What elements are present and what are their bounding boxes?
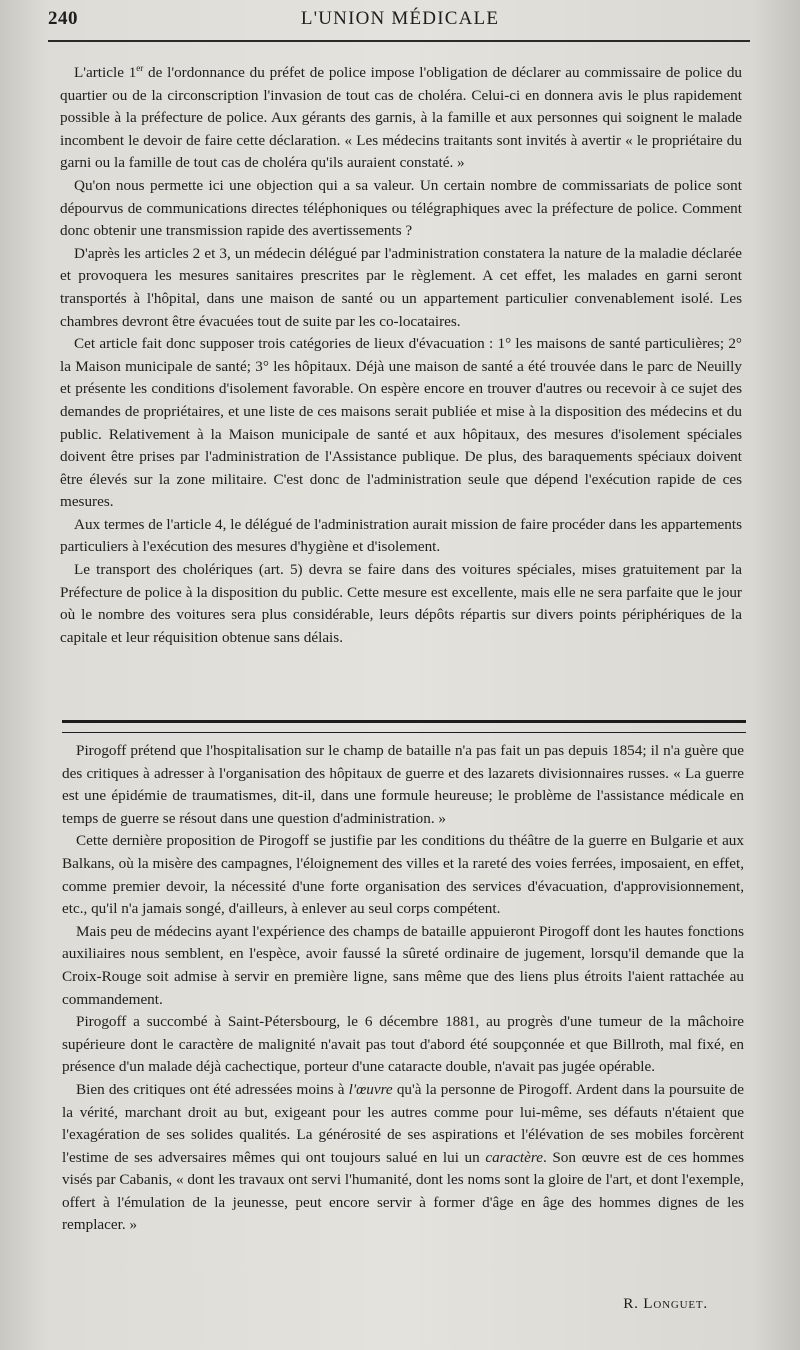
paragraph: Pirogoff a succombé à Saint-Pétersbourg, le 6 décembre 1881, au progrès d'une tumeur de la mâchoire supérieure dont le caractère de malignité n'avait pas tout d'abord été soupçonnée et que Billroth, mal fixé, en présence d'un malade déjà cachectique, porteur d'une cataracte double, n'avait pas jugée opérable. <box>62 1013 744 1076</box>
running-title: L'UNION MÉDICALE <box>300 8 500 29</box>
paragraph-text: Bien des critiques ont été adressées moins à <box>76 1080 349 1098</box>
paragraph: Pirogoff prétend que l'hospitalisation sur le champ de bataille n'a pas fait un pas depuis 1854; il n'a guère que des critiques à adresser à l'organisation des hôpitaux de guerre et des lazarets divisionnaires russes. « La guerre est une épidémie de traumatismes, dit-il, dans une formule heureuse; le problème de l'assistance médicale en temps de guerre se résout dans une question d'administration. » <box>62 742 744 827</box>
paragraph: Qu'on nous permette ici une objection qui a sa valeur. Un certain nombre de commissariats de police sont dépourvus de communications directes téléphoniques ou télégraphiques avec la préfecture de police. Comment donc obtenir une transmission rapide des avertissements ? <box>60 176 742 240</box>
article-section-pirogoff <box>62 740 744 1237</box>
author-signature: R. Longuet. <box>623 1295 708 1312</box>
italic-text: l'œuvre <box>348 1080 393 1098</box>
italic-text: caractère <box>485 1148 543 1166</box>
paragraph: Mais peu de médecins ayant l'expérience des champs de bataille appuieront Pirogoff dont les hautes fonctions auxiliaires nous semblent, en l'espèce, avoir faussé la sûreté ordinaire de jugement, lorsqu'il demande que la Croix-Rouge soit admise à servir en première ligne, sans même que des liens plus étroits l'aient rattachée au commandement. <box>62 922 744 1008</box>
paragraph: D'après les articles 2 et 3, un médecin délégué par l'administration constatera la nature de la maladie déclarée et provoquera les mesures sanitaires prescrites par le règlement. A cet effet, les malades en garni seront transportés à l'hôpital, dans une maison de santé ou un appartement particulier convenablement isolé. Les chambres devront être évacuées tout de suite par les co-locataires. <box>60 244 742 330</box>
paragraph: Le transport des cholériques (art. 5) devra se faire dans des voitures spéciales, mises gratuitement par la Préfecture de police à la disposition du public. Cette mesure est excellente, mais elle ne sera parfaite que le jour où le nombre des voitures sera plus considérable, leurs dépôts répartis sur divers points périphériques de la capitale et leur réquisition obtenue sans délais. <box>60 561 742 646</box>
paragraph-text: de l'ordonnance du préfet de police impose l'obligation de déclarer au commissaire de police du quartier ou de la circonscription l'invasion de tout cas de choléra. Celui-ci en donnera avis le plus rapidement possible à la préfecture de police. Aux gérants des garnis, à la famille et aux personnes qui soignent le malade incombent le devoir de faire cette déclaration. « Les médecins traitants sont invités à avertir « le propriétaire du garni ou la famille de tout cas de choléra qu'ils auraient constaté. » <box>60 64 743 172</box>
page-header <box>48 8 752 34</box>
paragraph: Aux termes de l'article 4, le délégué de l'administration aurait mission de faire procéder dans les appartements particuliers à l'exécution des mesures d'hygiène et d'isolement. <box>60 515 742 556</box>
paragraph-text: qu'à la personne de Pirogoff. Ardent dans la poursuite de la vérité, marchant droit au but, exigeant pour les autres comme pour lui-même, ses défauts n'étaient que l'exagération de ses solides qualités. La générosité de ses aspirations et l'élévation de ses mobiles forcèrent l'estime de ses adversaires mêmes qui ont toujours salué en lui un <box>62 1080 744 1166</box>
paragraph <box>60 62 742 175</box>
superscript: er <box>136 62 144 73</box>
page-number: 240 <box>48 8 78 29</box>
header-rule <box>48 40 750 42</box>
paragraph: Cette dernière proposition de Pirogoff se justifie par les conditions du théâtre de la guerre en Bulgarie et aux Balkans, où la misère des campagnes, l'éloignement des villes et la rareté des voies ferrées, imposaient, en effet, comme premier devoir, la nécessité d'une forte organisation des services d'évacuation, d'approvisionnement, etc., qu'il n'a jamais songé, d'ailleurs, à enlever au seul corps compétent. <box>62 832 744 918</box>
paragraph-text: L'article 1 <box>74 64 137 81</box>
paragraph: Cet article fait donc supposer trois catégories de lieux d'évacuation : 1° les maisons de santé particulières; 2° la Maison municipale de santé; 3° les hôpitaux. Déjà une maison de santé a été trouvée dans le parc de Neuilly et présente les conditions d'isolement favorable. On espère encore en trouver d'autres ou recevoir à ce sujet des demandes de propriétaires, et une liste de ces maisons serait publiée et mise à la disposition des médecins et du public. Relativement à la Maison municipale de santé et aux hôpitaux, des mesures d'isolement spéciales doivent être prises par l'administration de l'Assistance publique. De plus, des baraquements spéciaux doivent être élevés sur la zone militaire. C'est donc de l'administration seule que dépend l'exécution rapide de ces mesures. <box>60 335 742 511</box>
section-separator <box>62 720 746 733</box>
article-section-cholera <box>60 62 742 649</box>
paragraph-text: . Son œuvre est de ces hommes visés par Cabanis, « dont les travaux ont servi l'humanité, dont les noms sont la gloire de l'art, et dont l'exemple, offert à l'émulation de la jeunesse, peut encore servir à former d'âge en âge des hommes dignes de les remplacer. » <box>62 1148 744 1234</box>
paragraph <box>62 1079 744 1237</box>
